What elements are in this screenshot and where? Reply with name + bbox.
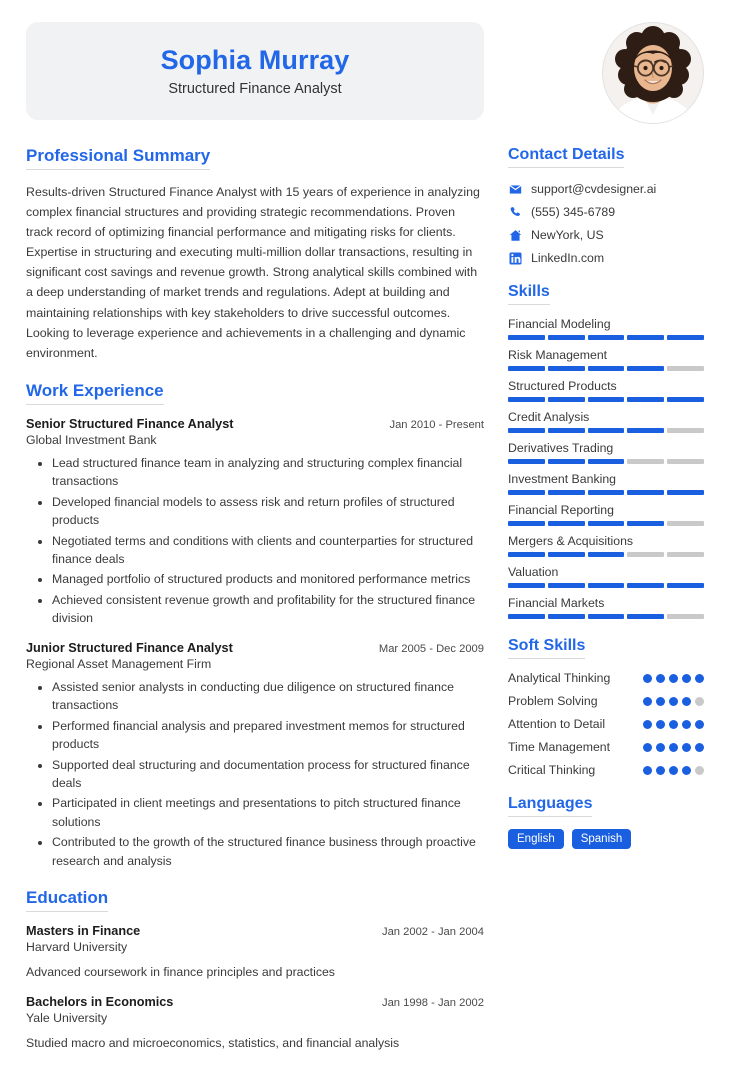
skill-rating-bar xyxy=(508,552,704,557)
skill-segment xyxy=(508,521,545,526)
contact-row[interactable] xyxy=(508,205,704,219)
experience-bullet: • Lead structured finance team in analyzing and structuring complex financial transactions xyxy=(52,454,484,491)
skill-item xyxy=(508,534,704,557)
language-tag: English xyxy=(508,829,564,849)
skill-label: Structured Products xyxy=(508,379,617,393)
experience-bullet: • Achieved consistent revenue growth and profitability for the structured finance division xyxy=(52,591,484,628)
skill-item xyxy=(508,441,704,464)
skill-segment xyxy=(627,521,664,526)
section-education xyxy=(26,888,484,1053)
rating-dot xyxy=(669,743,678,752)
skill-label: Financial Modeling xyxy=(508,317,611,331)
skill-segment xyxy=(508,583,545,588)
skill-segment xyxy=(627,397,664,402)
soft-skill-label: Critical Thinking xyxy=(508,763,596,777)
experience-organization: Regional Asset Management Firm xyxy=(26,656,212,671)
skill-item xyxy=(508,503,704,526)
experience-entry xyxy=(26,417,484,628)
experience-bullet: • Participated in client meetings and presentations to pitch structured finance solutions xyxy=(52,794,484,831)
education-date: Jan 2002 - Jan 2004 xyxy=(381,926,484,939)
job-title: Structured Finance Analyst xyxy=(168,80,342,97)
rating-dot xyxy=(656,720,665,729)
section-professional-summary xyxy=(26,146,484,363)
languages-list xyxy=(508,829,704,849)
experience-date: Jan 2010 - Present xyxy=(389,418,484,431)
rating-dot xyxy=(643,697,652,706)
skill-segment xyxy=(508,490,545,495)
contact-value: NewYork, US xyxy=(531,228,604,242)
rating-dot xyxy=(682,720,691,729)
rating-dot xyxy=(695,720,704,729)
skill-segment xyxy=(627,366,664,371)
soft-skill-label: Problem Solving xyxy=(508,694,598,708)
skill-label: Credit Analysis xyxy=(508,410,590,424)
skill-segment xyxy=(588,583,625,588)
main-column xyxy=(26,146,484,1071)
experience-entry-header xyxy=(26,641,484,655)
section-title-contact: Contact Details xyxy=(508,146,624,168)
skill-segment xyxy=(548,614,585,619)
skill-segment xyxy=(667,428,704,433)
rating-dot xyxy=(643,743,652,752)
avatar xyxy=(602,22,704,124)
rating-dot xyxy=(695,766,704,775)
soft-skill-item xyxy=(508,763,704,777)
rating-dot xyxy=(682,743,691,752)
rating-dot xyxy=(643,720,652,729)
skill-segment xyxy=(508,614,545,619)
skill-item xyxy=(508,472,704,495)
rating-dot xyxy=(656,766,665,775)
rating-dot xyxy=(669,697,678,706)
education-school: Harvard University xyxy=(26,940,128,955)
home-icon xyxy=(508,228,522,242)
section-skills xyxy=(508,283,704,619)
education-degree: Masters in Finance xyxy=(26,924,141,939)
section-title-soft-skills: Soft Skills xyxy=(508,637,585,659)
rating-dot xyxy=(695,674,704,683)
skill-segment xyxy=(588,521,625,526)
skill-label: Derivatives Trading xyxy=(508,441,614,455)
contact-value: support@cvdesigner.ai xyxy=(531,182,657,196)
skill-rating-bar xyxy=(508,459,704,464)
skill-segment xyxy=(548,397,585,402)
rating-dot xyxy=(656,697,665,706)
education-entry xyxy=(26,924,484,982)
skill-segment xyxy=(548,366,585,371)
soft-skill-item xyxy=(508,740,704,754)
skill-segment xyxy=(548,552,585,557)
skill-segment xyxy=(588,459,625,464)
soft-skill-item xyxy=(508,694,704,708)
section-soft-skills xyxy=(508,637,704,777)
soft-skill-label: Analytical Thinking xyxy=(508,671,611,685)
skill-segment xyxy=(588,397,625,402)
skill-segment xyxy=(667,521,704,526)
section-title-education: Education xyxy=(26,888,108,912)
rating-dot xyxy=(682,674,691,683)
section-title-skills: Skills xyxy=(508,283,550,305)
skill-label: Risk Management xyxy=(508,348,608,362)
skill-segment xyxy=(508,428,545,433)
skill-rating-bar xyxy=(508,428,704,433)
soft-skill-rating-dots xyxy=(643,697,704,706)
skill-segment xyxy=(667,335,704,340)
skill-segment xyxy=(508,335,545,340)
rating-dot xyxy=(695,697,704,706)
experience-bullet: • Contributed to the growth of the structured finance business through proactive research and analysis xyxy=(52,833,484,870)
contact-value: (555) 345-6789 xyxy=(531,205,616,219)
education-description: Studied macro and microeconomics, statistics, and financial analysis xyxy=(26,1036,400,1051)
contact-value: LinkedIn.com xyxy=(531,251,605,265)
skill-rating-bar xyxy=(508,335,704,340)
education-school: Yale University xyxy=(26,1011,108,1026)
skill-segment xyxy=(667,583,704,588)
experience-organization: Global Investment Bank xyxy=(26,432,157,447)
rating-dot xyxy=(682,697,691,706)
skill-segment xyxy=(667,459,704,464)
education-entry-header xyxy=(26,924,484,938)
rating-dot xyxy=(656,674,665,683)
experience-entry xyxy=(26,641,484,870)
skill-label: Investment Banking xyxy=(508,472,617,486)
experience-bullet-list xyxy=(26,454,484,628)
section-work-experience xyxy=(26,381,484,870)
skill-segment xyxy=(627,459,664,464)
profile-photo-icon xyxy=(603,23,703,123)
skill-segment xyxy=(508,366,545,371)
summary-text: Results-driven Structured Finance Analyst with 15 years of experience in analyzing complex financial structures and providing strategic recommendations. Proven track record of optimizing financial performance and mitigating risks for clients. Expertise in structuring and executing multi-million dollar transactions, resulting in significant cost savings and revenue growth. Strong analytical skills combined with a deep understanding of market trends and regulations. Adept at building and maintaining relationships with key stakeholders to drive successful outcomes. Looking to leverage experience and achievements in a challenging and dynamic environment. xyxy=(26,185,480,360)
skill-segment xyxy=(508,459,545,464)
resume-header xyxy=(26,22,704,124)
skill-segment xyxy=(588,490,625,495)
contact-row[interactable] xyxy=(508,182,704,196)
soft-skill-item xyxy=(508,717,704,731)
skill-label: Financial Reporting xyxy=(508,503,614,517)
full-name: Sophia Murray xyxy=(160,45,350,76)
skill-segment xyxy=(548,521,585,526)
soft-skill-label: Attention to Detail xyxy=(508,717,606,731)
section-title-experience: Work Experience xyxy=(26,381,164,405)
skill-segment xyxy=(588,428,625,433)
skill-label: Mergers & Acquisitions xyxy=(508,534,634,548)
experience-bullet: • Supported deal structuring and documentation process for structured finance deals xyxy=(52,756,484,793)
skill-segment xyxy=(588,552,625,557)
soft-skill-rating-dots xyxy=(643,743,704,752)
skill-segment xyxy=(627,490,664,495)
skill-segment xyxy=(548,459,585,464)
skill-rating-bar xyxy=(508,521,704,526)
soft-skill-rating-dots xyxy=(643,674,704,683)
skill-rating-bar xyxy=(508,490,704,495)
experience-bullet: • Performed financial analysis and prepared investment memos for structured products xyxy=(52,717,484,754)
skill-segment xyxy=(588,335,625,340)
experience-bullet: • Managed portfolio of structured products and monitored performance metrics xyxy=(52,570,484,588)
skills-list xyxy=(508,317,704,619)
skill-segment xyxy=(548,428,585,433)
skill-segment xyxy=(667,397,704,402)
rating-dot xyxy=(656,743,665,752)
rating-dot xyxy=(669,674,678,683)
skill-segment xyxy=(508,397,545,402)
rating-dot xyxy=(643,766,652,775)
experience-date: Mar 2005 - Dec 2009 xyxy=(378,642,484,655)
skill-item xyxy=(508,596,704,619)
skill-segment xyxy=(548,335,585,340)
rating-dot xyxy=(643,674,652,683)
rating-dot xyxy=(669,766,678,775)
soft-skill-label: Time Management xyxy=(508,740,611,754)
section-title-summary: Professional Summary xyxy=(26,146,210,170)
skill-rating-bar xyxy=(508,614,704,619)
education-date: Jan 1998 - Jan 2002 xyxy=(381,997,484,1010)
skill-item xyxy=(508,348,704,371)
education-list xyxy=(26,924,484,1053)
soft-skill-rating-dots xyxy=(643,720,704,729)
skill-item xyxy=(508,565,704,588)
section-contact-details xyxy=(508,146,704,265)
language-tag: Spanish xyxy=(572,829,632,849)
experience-list xyxy=(26,417,484,870)
skill-rating-bar xyxy=(508,397,704,402)
experience-entry-header xyxy=(26,417,484,431)
skill-segment xyxy=(627,335,664,340)
skill-segment xyxy=(548,583,585,588)
rating-dot xyxy=(682,766,691,775)
envelope-icon xyxy=(508,182,522,196)
rating-dot xyxy=(695,743,704,752)
sidebar-column xyxy=(508,146,704,1071)
experience-bullet: • Negotiated terms and conditions with clients and counterparties for structured finance deals xyxy=(52,532,484,569)
soft-skill-item xyxy=(508,671,704,685)
education-entry-header xyxy=(26,995,484,1009)
skill-segment xyxy=(588,614,625,619)
skill-rating-bar xyxy=(508,583,704,588)
rating-dot xyxy=(669,720,678,729)
skill-item xyxy=(508,317,704,340)
contact-row[interactable] xyxy=(508,251,704,265)
education-description: Advanced coursework in finance principles and practices xyxy=(26,965,335,980)
experience-bullet: • Developed financial models to assess risk and return profiles of structured products xyxy=(52,493,484,530)
skill-rating-bar xyxy=(508,366,704,371)
skill-segment xyxy=(627,428,664,433)
experience-role: Junior Structured Finance Analyst xyxy=(26,640,233,655)
skill-segment xyxy=(627,552,664,557)
skill-label: Valuation xyxy=(508,565,559,579)
skill-segment xyxy=(627,614,664,619)
name-card xyxy=(26,22,484,120)
experience-bullet-list xyxy=(26,678,484,870)
skill-item xyxy=(508,379,704,402)
education-degree: Bachelors in Economics xyxy=(26,995,174,1010)
section-languages xyxy=(508,795,704,849)
experience-role: Senior Structured Finance Analyst xyxy=(26,416,234,431)
skill-segment xyxy=(588,366,625,371)
contact-list xyxy=(508,182,704,265)
skill-label: Financial Markets xyxy=(508,596,605,610)
phone-icon xyxy=(508,205,522,219)
soft-skills-list xyxy=(508,671,704,777)
soft-skill-rating-dots xyxy=(643,766,704,775)
resume-body xyxy=(26,146,704,1071)
contact-row[interactable] xyxy=(508,228,704,242)
skill-segment xyxy=(667,552,704,557)
skill-item xyxy=(508,410,704,433)
linkedin-icon xyxy=(508,251,522,265)
skill-segment xyxy=(548,490,585,495)
skill-segment xyxy=(627,583,664,588)
section-title-languages: Languages xyxy=(508,795,592,817)
skill-segment xyxy=(508,552,545,557)
skill-segment xyxy=(667,366,704,371)
skill-segment xyxy=(667,490,704,495)
skill-segment xyxy=(667,614,704,619)
education-entry xyxy=(26,995,484,1053)
experience-bullet: • Assisted senior analysts in conducting due diligence on structured finance transactions xyxy=(52,678,484,715)
